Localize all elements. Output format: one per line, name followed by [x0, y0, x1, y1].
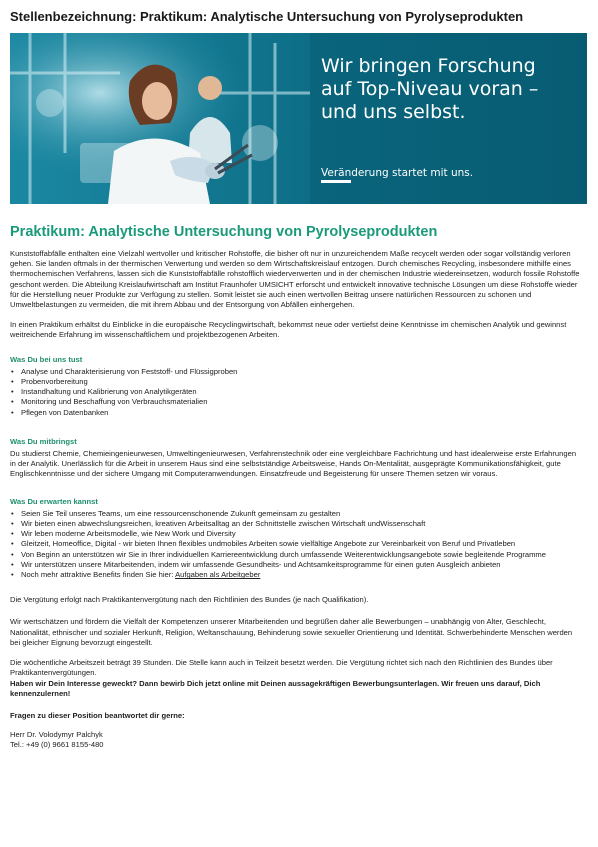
compensation-text: Die Vergütung erfolgt nach Praktikantenvergütung nach den Richtlinien des Bundes (je nach Qualifikation). [10, 595, 369, 605]
list-item: • Pflegen von Datenbanken [21, 408, 584, 418]
contact-phone: Tel.: +49 (0) 9661 8155-480 [10, 740, 104, 750]
intro-paragraph: Kunststoffabfälle enthalten eine Vielzahl wertvoller und kritischer Rohstoffe, die bisher oft nur in unzureichendem Maße recycelt werden oder sogar vollständig verloren gehen. Sie landen oftmals in der thermischen Verwertung und werden so dem Wirtschaftskreislauf entzogen. Durch chemisches Recycling, insbesondere mithilfe eines thermochemischen Verfahrens, lassen sich die Kunststoffabfälle rohstofflich wiederverwerten und in der chemischen Industrie wiedereinsetzen, wodurch fossile Rohstoffe geschont werden. Die Abteilung Kreislaufwirtschaft am Institut Fraunhofer UMSICHT erforscht und entwickelt innovative technische Lösungen um diese Rohstoffe wieder für die Herstellung neuer Produkte zur Verfügung zu stellen. Somit leistet sie auch einen wertvollen Beitrag unsere natürlichen Ressourcen zu schonen und Umweltbelastungen zu vermeiden, die mit ihrem Abbau und der Entsorgung von Abfällen einhergehen. [10, 249, 580, 310]
hours-text: Die wöchentliche Arbeitszeit beträgt 39 Stunden. Die Stelle kann auch in Teilzeit besetzt werden. Die Vergütung richtet sich nach den Richtlinien des Bundes über Praktikantenvergütungen. [10, 658, 553, 678]
list-item: • Monitoring und Beschaffung von Verbrauchsmaterialien [21, 397, 584, 407]
page-title: Stellenbezeichnung: Praktikum: Analytische Untersuchung von Pyrolyseprodukten [10, 9, 524, 24]
hero-headline-line: und uns selbst. [321, 101, 466, 123]
list-item: • Instandhaltung und Kalibrierung von Analytikgeräten [21, 387, 584, 397]
list-item: • Analyse und Charakterisierung von Feststoff- und Flüssigproben [21, 367, 584, 377]
list-item: • Wir unterstützen unsere Mitarbeitenden, indem wir umfassende Gesundheits- und Achtsamkeitsprogramme für einen guten Ausgleich anbieten [21, 560, 584, 570]
hero-divider [321, 180, 351, 183]
tasks-list [10, 367, 584, 418]
hero-headline-line: Wir bringen Forschung [321, 55, 536, 77]
list-item: • Probenvorbereitung [21, 377, 584, 387]
job-heading: Praktikum: Analytische Untersuchung von Pyrolyseprodukten [10, 224, 438, 240]
section-heading-tasks: Was Du bei uns tust [10, 354, 83, 364]
hero-headline [321, 55, 583, 124]
hero-tagline: Veränderung startet mit uns. [321, 167, 474, 179]
list-item: • Wir bieten einen abwechslungsreichen, kreativen Arbeitsalltag an der Schnittstelle zwischen Wirtschaft undWissenschaft [21, 519, 584, 529]
hero-banner [10, 33, 587, 204]
list-item: • Wir leben moderne Arbeitsmodelle, wie New Work und Diversity [21, 529, 584, 539]
intro-paragraph: In einen Praktikum erhältst du Einblicke in die europäische Recyclingwirtschaft, bekommst neue oder vertiefst deine Kenntnisse im chemischen Analytik und gewinnst weitreichende Erfahrung im wissenschaftlichem und projektbezogenen Arbeiten. [10, 320, 567, 340]
job-description [10, 223, 584, 751]
offer-list [10, 509, 584, 580]
benefits-prefix: Noch mehr attraktive Benefits finden Sie hier: [21, 570, 176, 580]
benefits-link[interactable]: Aufgaben als Arbeitgeber [175, 570, 261, 580]
list-item [21, 570, 584, 580]
list-item: • Von Beginn an unterstützen wir Sie in Ihrer individuellen Karriereentwicklung durch umfassende Weiterentwicklungsangebote sowie begleitende Programme [21, 550, 584, 560]
list-item: • Seien Sie Teil unseres Teams, um eine ressourcenschonende Zukunft gemeinsam zu gestalten [21, 509, 584, 519]
diversity-text: Wir wertschätzen und fördern die Vielfalt der Kompetenzen unserer Mitarbeitenden und begrüßen daher alle Bewerbungen – unabhängig von Alter, Geschlecht, Nationalität, ethnischer und sozialer Herkunft, Religion, Weltanschauung, Behinderung sowie sexueller Orientierung und Identität. Schwerbehinderte Menschen werden bei gleicher Eignung bevorzugt eingestellt. [10, 617, 573, 647]
contact-heading: Fragen zu dieser Position beantwortet dir gerne: [10, 710, 185, 720]
section-heading-offer: Was Du erwarten kannst [10, 496, 98, 506]
contact-name: Herr Dr. Volodymyr Palchyk [10, 730, 103, 740]
hero-headline-line: auf Top-Niveau voran – [321, 78, 539, 100]
list-item: • Gleitzeit, Homeoffice, Digital - wir bieten Ihnen flexibles undmobiles Arbeiten sowie vielfältige Angebote zur Vereinbarkeit von Beruf und Privatleben [21, 539, 584, 549]
profile-paragraph: Du studierst Chemie, Chemieingenieurwesen, Umweltingenieurwesen, Verfahrenstechnik oder eine vergleichbare Fachrichtung und hast idealerweise erste Erfahrungen in der Analytik. Unerlässlich für die Arbeit in unserem Haus sind eine selbstständige Arbeitsweise, Hands On-Mentalität, ausgeprägte Kommunikationsfähigkeit, gute Englischkenntnisse und der sichere Umgang mit Computeranwendungen. Einsatzfreude und Begeisterung für unsere Themen setzen wir voraus. [10, 449, 577, 479]
section-heading-profile: Was Du mitbringst [10, 436, 77, 446]
cta-text: Haben wir Dein Interesse geweckt? Dann bewirb Dich jetzt online mit Deinen aussagekräftigen Bewerbungsunterlagen. Wir freuen uns darauf, Dich kennenzulernen! [10, 678, 541, 698]
